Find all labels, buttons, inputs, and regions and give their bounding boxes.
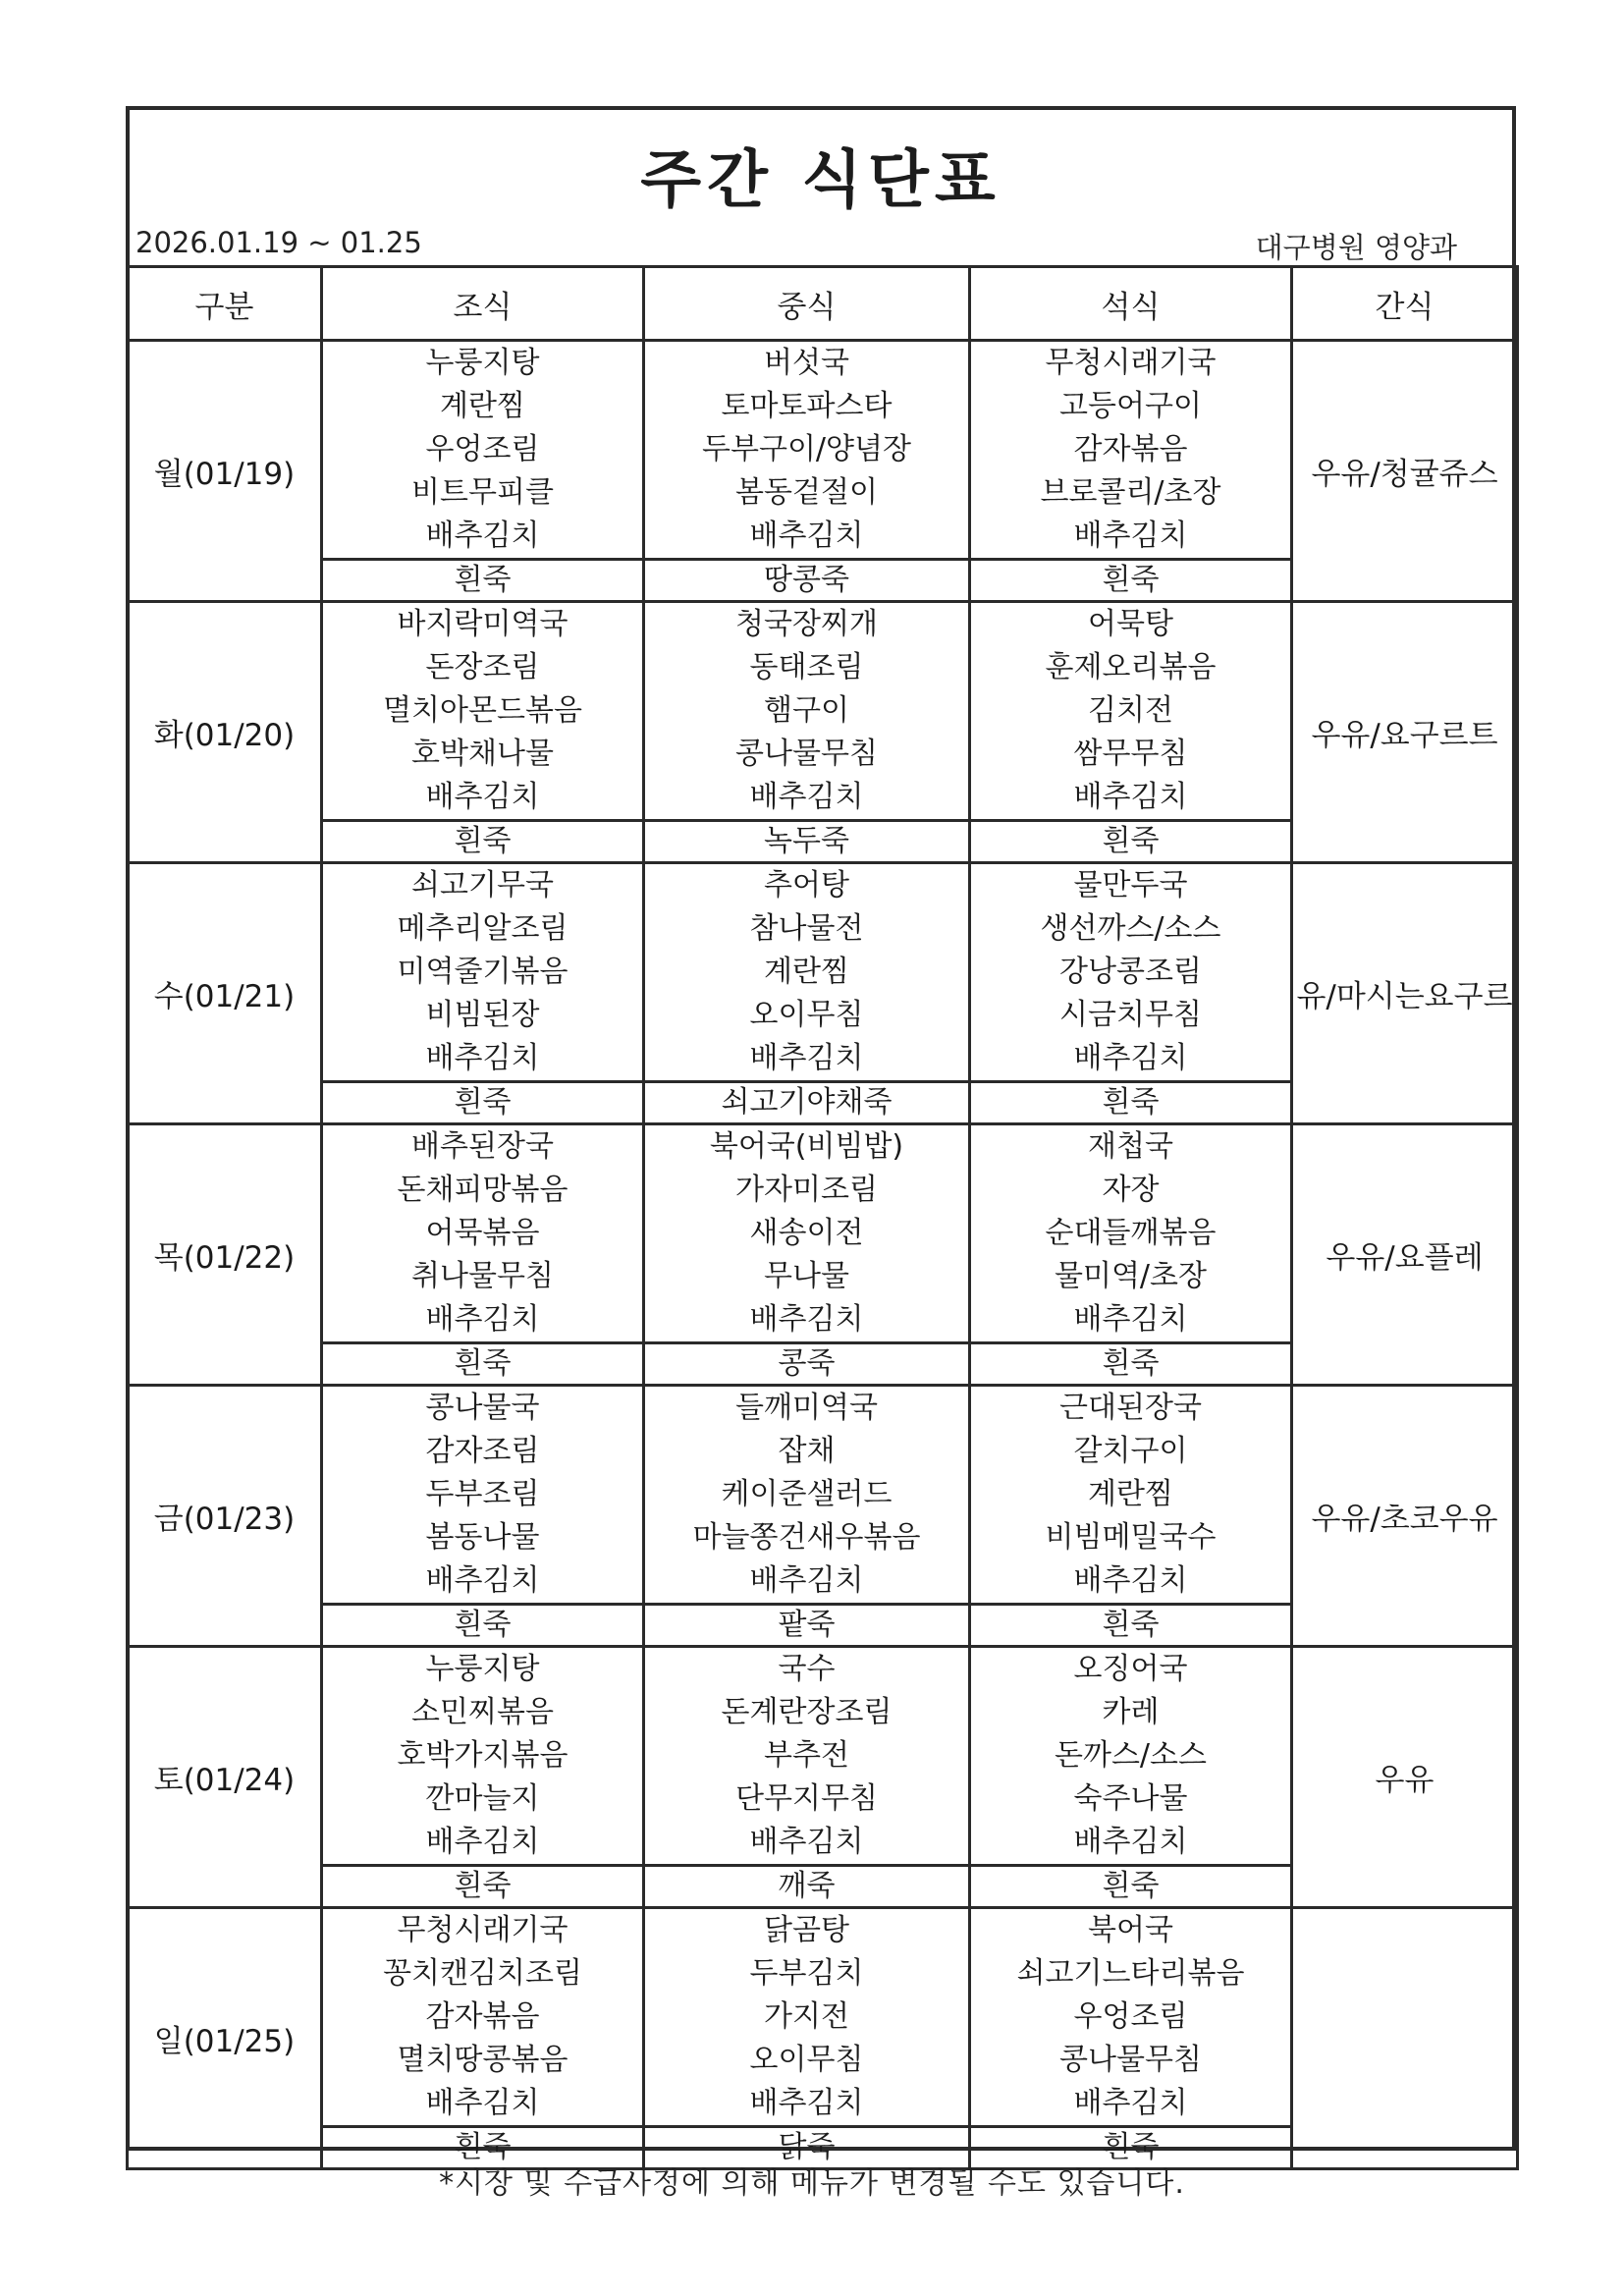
dinner-cell [970,1908,1292,2127]
menu-item: 호박채나물 [411,737,554,771]
lunch-cell [644,1647,970,1866]
day-row [128,341,1518,560]
dinner-cell [970,863,1292,1082]
menu-item: 두부김치 [749,1956,864,1991]
porridge-cell: 녹두죽 [644,821,970,863]
day-row [128,863,1518,1082]
header-row [128,267,1518,341]
porridge-cell: 쇠고기야채죽 [644,1082,970,1124]
porridge-cell: 흰죽 [322,1866,644,1908]
menu-item: 고등어구이 [1059,389,1202,423]
breakfast-cell [322,341,644,560]
breakfast-cell [322,1647,644,1866]
porridge-cell: 흰죽 [322,1343,644,1386]
menu-item: 감자볶음 [425,1999,540,2034]
menu-item: 훈제오리볶음 [1045,650,1217,684]
porridge-cell: 흰죽 [970,560,1292,602]
breakfast-cell [322,1908,644,2127]
menu-item: 돈장조림 [425,650,540,684]
menu-item: 갈치구이 [1073,1434,1188,1468]
menu-item: 미역줄기볶음 [397,955,568,989]
menu-item: 동태조림 [749,650,864,684]
menu-item: 브로콜리/초장 [1040,475,1221,510]
menu-item: 배추김치 [749,780,864,814]
porridge-cell: 닭죽 [644,2127,970,2169]
menu-item: 가자미조림 [735,1173,878,1207]
menu-item: 근대된장국 [1059,1391,1202,1425]
menu-table [126,265,1519,2170]
menu-item: 숙주나물 [1073,1781,1188,1816]
lunch-cell [644,1908,970,2127]
menu-item: 돈채피망볶음 [397,1173,568,1207]
menu-item: 누룽지탕 [425,1652,540,1686]
menu-item: 가지전 [764,1999,849,2034]
menu-item: 부추전 [764,1738,849,1773]
dinner-cell [970,1124,1292,1343]
menu-item: 추어탕 [764,868,849,902]
menu-item: 케이준샐러드 [721,1477,893,1511]
menu-item: 배추된장국 [411,1129,554,1164]
menu-item: 어묵탕 [1088,607,1173,641]
menu-item: 배추김치 [425,1825,540,1859]
menu-item: 새송이전 [749,1216,864,1250]
dinner-cell [970,602,1292,821]
menu-item: 마늘쫑건새우볶음 [692,1520,921,1555]
snack-cell [1292,1908,1518,2169]
menu-item: 배추김치 [1073,1041,1188,1075]
menu-item: 북어국(비빔밥) [709,1129,904,1164]
porridge-cell: 흰죽 [322,1082,644,1124]
menu-item: 강낭콩조림 [1059,955,1202,989]
menu-item: 물만두국 [1073,868,1188,902]
day-row [128,1647,1518,1866]
page-title: 주간 식단표 [640,144,1001,217]
snack-cell: 우유 [1292,1647,1518,1908]
menu-item: 멸치땅콩볶음 [397,2043,568,2077]
menu-item: 바지락미역국 [397,607,568,641]
menu-item: 청국장찌개 [735,607,878,641]
porridge-cell: 콩죽 [644,1343,970,1386]
header-lunch: 중식 [644,267,970,341]
menu-item: 비빔메밀국수 [1045,1520,1217,1555]
menu-item: 물미역/초장 [1054,1259,1207,1293]
menu-item: 카레 [1102,1695,1160,1729]
snack-cell: 우유/요구르트 [1292,602,1518,863]
menu-item: 오이무침 [749,2043,864,2077]
menu-item: 취나물무침 [411,1259,554,1293]
dinner-cell [970,1386,1292,1605]
menu-item: 재첩국 [1088,1129,1173,1164]
menu-item: 배추김치 [749,519,864,553]
menu-item: 멸치아몬드볶음 [383,693,582,728]
porridge-cell: 흰죽 [322,560,644,602]
snack-cell: 우유/초코우유 [1292,1386,1518,1647]
menu-item: 오이무침 [749,998,864,1032]
menu-item: 무나물 [764,1259,849,1293]
menu-item: 어묵볶음 [425,1216,540,1250]
menu-item: 생선까스/소스 [1040,911,1221,946]
porridge-cell: 흰죽 [970,1866,1292,1908]
lunch-cell [644,1386,970,1605]
menu-item: 북어국 [1088,1913,1173,1947]
menu-item: 배추김치 [749,2086,864,2120]
menu-item: 쇠고기느타리볶음 [1016,1956,1245,1991]
menu-item: 배추김치 [425,1041,540,1075]
breakfast-cell [322,1124,644,1343]
porridge-cell: 팥죽 [644,1605,970,1647]
day-label: 일(01/25) [128,1908,322,2169]
header-snack: 간식 [1292,267,1518,341]
menu-item: 감자볶음 [1073,432,1188,466]
menu-item: 돈계란장조림 [721,1695,893,1729]
menu-item: 배추김치 [425,519,540,553]
menu-item: 돈까스/소스 [1054,1738,1207,1773]
day-label: 금(01/23) [128,1386,322,1647]
menu-item: 계란찜 [764,955,849,989]
menu-item: 배추김치 [1073,1563,1188,1598]
lunch-cell [644,863,970,1082]
porridge-cell: 깨죽 [644,1866,970,1908]
menu-item: 배추김치 [1073,1302,1188,1337]
menu-item: 봄동겉절이 [735,475,878,510]
porridge-cell: 땅콩죽 [644,560,970,602]
menu-item: 배추김치 [425,1563,540,1598]
menu-item: 배추김치 [1073,1825,1188,1859]
menu-item: 햄구이 [764,693,849,728]
menu-item: 봄동나물 [425,1520,540,1555]
menu-item: 무청시래기국 [397,1913,568,1947]
breakfast-cell [322,1386,644,1605]
day-label: 월(01/19) [128,341,322,602]
menu-item: 배추김치 [1073,2086,1188,2120]
menu-item: 깐마늘지 [425,1781,540,1816]
menu-item: 우엉조림 [1073,1999,1188,2034]
menu-item: 콩나물무침 [1059,2043,1202,2077]
menu-item: 비빔된장 [425,998,540,1032]
period-text: 2026.01.19 ~ 01.25 [135,226,422,259]
porridge-cell: 흰죽 [970,1605,1292,1647]
porridge-cell: 흰죽 [970,821,1292,863]
day-row [128,1124,1518,1343]
menu-item: 우엉조림 [425,432,540,466]
menu-item: 자장 [1102,1173,1160,1207]
menu-item: 감자조림 [425,1434,540,1468]
menu-item: 콩나물무침 [735,737,878,771]
breakfast-cell [322,863,644,1082]
menu-item: 계란찜 [440,389,525,423]
menu-item: 배추김치 [749,1825,864,1859]
day-label: 토(01/24) [128,1647,322,1908]
menu-item: 배추김치 [1073,519,1188,553]
menu-item: 토마토파스타 [721,389,893,423]
day-row [128,1386,1518,1605]
porridge-cell: 흰죽 [970,2127,1292,2169]
menu-item: 시금치무침 [1059,998,1202,1032]
menu-item: 쇠고기무국 [411,868,554,902]
porridge-cell: 흰죽 [970,1343,1292,1386]
dinner-cell [970,341,1292,560]
menu-item: 무청시래기국 [1045,346,1217,380]
menu-item: 단무지무침 [735,1781,878,1816]
menu-item: 버섯국 [764,346,849,380]
breakfast-cell [322,602,644,821]
header-dinner: 석식 [970,267,1292,341]
menu-item: 순대들깨볶음 [1045,1216,1217,1250]
menu-item: 배추김치 [749,1302,864,1337]
menu-item: 쌈무무침 [1073,737,1188,771]
menu-item: 두부조림 [425,1477,540,1511]
menu-item: 참나물전 [749,911,864,946]
header-category: 구분 [128,267,322,341]
menu-item: 메추리알조림 [397,911,568,946]
menu-item: 배추김치 [749,1041,864,1075]
department-text: 대구병원 영양과 [1255,231,1457,264]
day-row [128,602,1518,821]
menu-item: 김치전 [1088,693,1173,728]
menu-item: 소민찌볶음 [411,1695,554,1729]
lunch-cell [644,341,970,560]
porridge-cell: 흰죽 [970,1082,1292,1124]
menu-item: 배추김치 [749,1563,864,1598]
snack-cell: 우유/요플레 [1292,1124,1518,1386]
menu-item: 잡채 [778,1434,836,1468]
day-row [128,1908,1518,2127]
day-label: 화(01/20) [128,602,322,863]
menu-item: 배추김치 [425,780,540,814]
menu-item: 꽁치캔김치조림 [383,1956,582,1991]
menu-item: 오징어국 [1073,1652,1188,1686]
menu-item: 배추김치 [425,1302,540,1337]
menu-item: 누룽지탕 [425,346,540,380]
menu-item: 닭곰탕 [764,1913,849,1947]
footnote: *시장 및 수급사정에 의해 메뉴가 변경될 수도 있습니다. [439,2166,1185,2201]
header-breakfast: 조식 [322,267,644,341]
day-label: 수(01/21) [128,863,322,1124]
menu-body [128,341,1518,2169]
lunch-cell [644,1124,970,1343]
menu-item: 비트무피클 [411,475,554,510]
menu-sheet [126,106,1516,2164]
dinner-cell [970,1647,1292,1866]
lunch-cell [644,602,970,821]
snack-cell: 유/마시는요구르 [1292,863,1518,1124]
menu-item: 배추김치 [1073,780,1188,814]
menu-item: 국수 [778,1652,836,1686]
porridge-cell: 흰죽 [322,1605,644,1647]
porridge-cell: 흰죽 [322,821,644,863]
menu-item: 배추김치 [425,2086,540,2120]
porridge-cell: 흰죽 [322,2127,644,2169]
menu-item: 들깨미역국 [735,1391,878,1425]
day-label: 목(01/22) [128,1124,322,1386]
menu-item: 계란찜 [1088,1477,1173,1511]
menu-item: 호박가지볶음 [397,1738,568,1773]
menu-item: 콩나물국 [425,1391,540,1425]
menu-item: 두부구이/양념장 [702,432,911,466]
snack-cell: 우유/청귤쥬스 [1292,341,1518,602]
